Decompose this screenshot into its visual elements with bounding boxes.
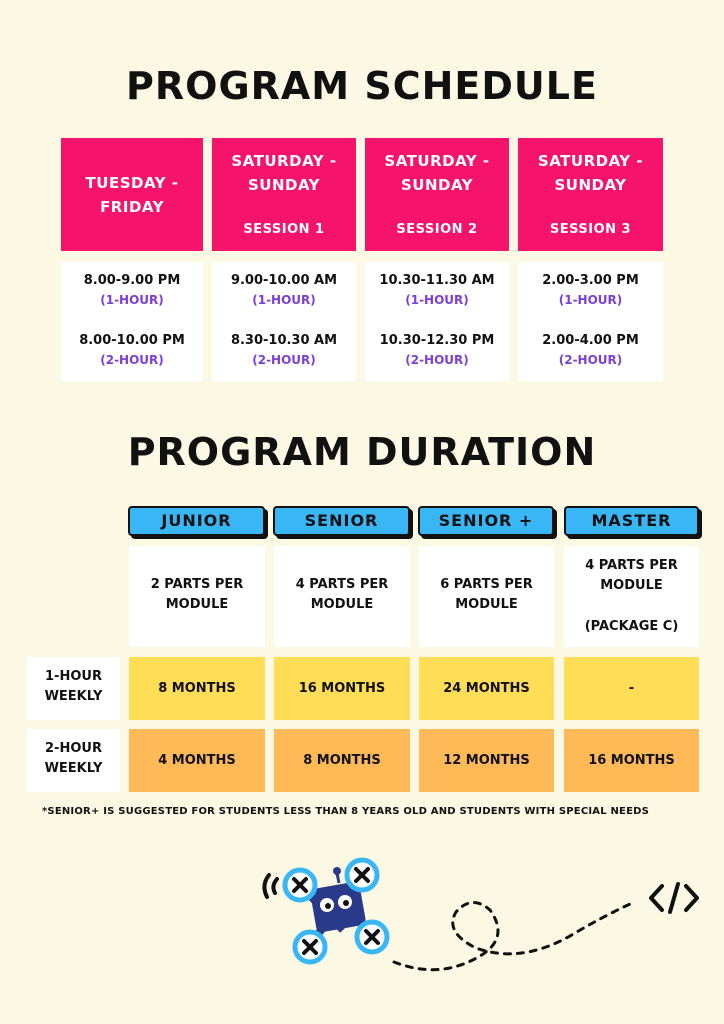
slot-time: 10.30-12.30 PM [379,333,495,348]
slot-time: 9.00-10.00 AM [230,273,338,288]
level-header-senior: SENIOR [273,506,410,536]
day-line-1: SATURDAY - [384,152,490,170]
slot-duration: (2-HOUR) [405,353,469,367]
schedule-header-session-2 [365,138,509,251]
cell-1h-senior-plus: 24 MONTHS [419,657,554,720]
slot-duration: (2-HOUR) [100,353,164,367]
day-line-1: SATURDAY - [537,152,644,170]
slot-duration: (1-HOUR) [405,293,469,307]
schedule-times-session-2 [365,262,509,381]
drone-robot-icon [255,855,395,970]
slot-duration: (1-HOUR) [252,293,316,307]
desc-line: MODULE [165,597,229,612]
dotted-trail-icon [380,880,640,980]
slot-time: 8.30-10.30 AM [230,333,338,348]
day-line-1: SATURDAY - [231,152,337,170]
slot-duration: (1-HOUR) [100,293,164,307]
code-brackets-icon [648,880,700,916]
footnote: *SENIOR+ IS SUGGESTED FOR STUDENTS LESS THAN 8 YEARS OLD AND STUDENTS WITH SPECIAL NEEDS [42,806,650,817]
day-line-2: SUNDAY [247,176,321,194]
slot-time: 8.00-9.00 PM [83,273,181,288]
slot-duration: (2-HOUR) [252,353,316,367]
day-line-2: FRIDAY [100,198,164,216]
desc-line: 4 PARTS PER [585,558,678,573]
row-label-line: WEEKLY [44,689,103,704]
row-label-2-hour [27,729,120,792]
cell-1h-senior: 16 MONTHS [274,657,410,720]
slot-time: 2.00-4.00 PM [542,333,639,348]
cell-2h-master: 16 MONTHS [564,729,699,792]
cell-1h-master: - [564,657,699,720]
desc-line: MODULE [600,578,663,593]
row-label-1-hour [27,657,120,720]
schedule-header-session-1 [212,138,356,251]
level-header-senior-plus: SENIOR + [418,506,554,536]
slot-duration: (1-HOUR) [558,293,623,307]
desc-line: MODULE [310,597,374,612]
cell-1h-junior: 8 MONTHS [129,657,265,720]
slot-time: 2.00-3.00 PM [542,273,639,288]
row-label-line: 2-HOUR [45,741,102,756]
day-line-2: SUNDAY [554,176,627,194]
row-label-line: WEEKLY [44,761,103,776]
schedule-header-session-3 [518,138,663,251]
schedule-title: PROGRAM SCHEDULE [126,64,598,108]
session-label: SESSION 2 [396,222,478,237]
level-desc-senior [274,546,410,647]
level-header-master: MASTER [564,506,699,536]
slot-time: 8.00-10.00 PM [79,333,185,348]
level-header-junior: JUNIOR [128,506,265,536]
row-label-line: 1-HOUR [45,669,102,684]
schedule-times-session-1 [212,262,356,381]
desc-line: MODULE [455,597,518,612]
session-label: SESSION 1 [243,222,325,237]
duration-title: PROGRAM DURATION [127,430,597,474]
level-desc-junior [129,546,265,647]
desc-line: (PACKAGE C) [584,619,679,634]
day-line-1: TUESDAY - [85,174,179,192]
schedule-times-tue-fri [61,262,203,381]
schedule-header-tue-fri [61,138,203,251]
day-line-2: SUNDAY [400,176,474,194]
cell-2h-senior: 8 MONTHS [274,729,410,792]
slot-duration: (2-HOUR) [558,353,623,367]
level-desc-senior-plus [419,546,554,647]
level-desc-master [564,546,699,647]
schedule-times-session-3 [518,262,663,381]
cell-2h-senior-plus: 12 MONTHS [419,729,554,792]
slot-time: 10.30-11.30 AM [379,273,495,288]
session-label: SESSION 3 [549,222,632,237]
desc-line: 6 PARTS PER [440,577,533,592]
desc-line: 4 PARTS PER [295,577,389,592]
cell-2h-junior: 4 MONTHS [129,729,265,792]
desc-line: 2 PARTS PER [150,577,244,592]
